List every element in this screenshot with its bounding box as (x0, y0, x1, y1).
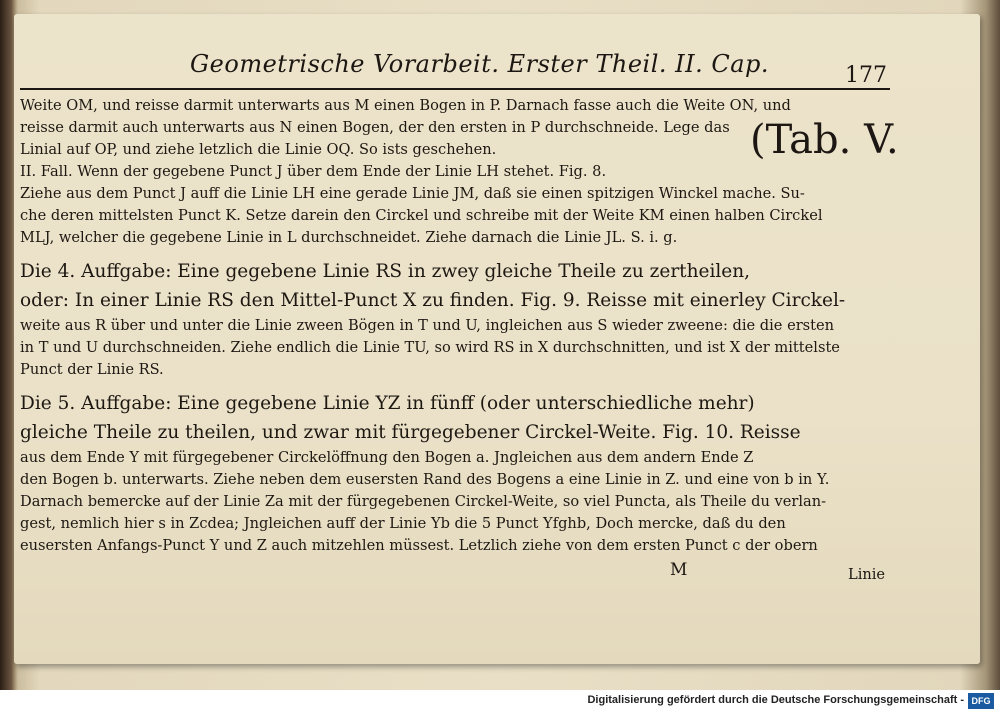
margin-tab-label: (Tab. V. (750, 117, 899, 163)
paragraph-gap (20, 249, 890, 257)
text-line: oder: In einer Linie RS den Mittel-Punct X zu finden. Fig. 9. Reisse mit einerley Circkel- (20, 290, 846, 311)
header-rule (20, 88, 890, 90)
text-line: gest, nemlich hier s in Zcdea; Jngleichen auff der Linie Yb die 5 Punct Yfghb, Doch mercke, daß du den (20, 515, 786, 532)
page-number: 177 (845, 63, 887, 88)
text-line: che deren mittelsten Punct K. Setze darein den Circkel und schreibe mit der Weite KM einen halben Circkel (20, 207, 823, 224)
running-header: Geometrische Vorarbeit. Erster Theil. II. Cap. (190, 50, 770, 78)
paragraph-gap (20, 381, 890, 389)
text-line: in T und U durchschneiden. Ziehe endlich die Linie TU, so wird RS in X durchschnitten, und ist X der mittelste (20, 339, 840, 356)
signature-mark: M (670, 560, 688, 580)
text-line: reisse darmit auch unterwarts aus N einen Bogen, der den ersten in P durchschneide. Lege das (20, 119, 730, 136)
text-line: Punct der Linie RS. (20, 361, 164, 378)
text-line: Darnach bemercke auf der Linie Za mit der fürgegebenen Circkel-Weite, so viel Puncta, als Theile du verlan- (20, 493, 827, 510)
text-line: eusersten Anfangs-Punct Y und Z auch mitzehlen müssest. Letzlich ziehe von dem ersten Punct c der obern (20, 537, 818, 554)
text-line: gleiche Theile zu theilen, und zwar mit fürgegebener Circkel-Weite. Fig. 10. Reisse (20, 422, 801, 443)
text-line: aus dem Ende Y mit fürgegebener Circkelöffnung den Bogen a. Jngleichen aus dem andern Ende Z (20, 449, 754, 466)
text-line: den Bogen b. unterwarts. Ziehe neben dem eusersten Rand des Bogens a eine Linie in Z. und eine von b in Y. (20, 471, 830, 488)
text-line: MLJ, welcher die gegebene Linie in L durchschneidet. Ziehe darnach die Linie JL. S. i. g. (20, 229, 678, 246)
text-line: Die 4. Auffgabe: Eine gegebene Linie RS in zwey gleiche Theile zu zertheilen, (20, 261, 751, 282)
funding-credit: Digitalisierung gefördert durch die Deutsche Forschungsgemeinschaft - (587, 694, 964, 706)
dfg-logo-icon: DFG (968, 693, 994, 709)
text-line: Linial auf OP, und ziehe letzlich die Linie OQ. So ists geschehen. (20, 141, 497, 158)
catchword: Linie (848, 566, 886, 583)
text-line: II. Fall. Wenn der gegebene Punct J über dem Ende der Linie LH stehet. Fig. 8. (20, 163, 607, 180)
text-line: Die 5. Auffgabe: Eine gegebene Linie YZ in fünff (oder unterschiedliche mehr) (20, 393, 755, 414)
text-line: Ziehe aus dem Punct J auff die Linie LH eine gerade Linie JM, daß sie einen spitzigen Winckel mache. Su- (20, 185, 805, 202)
text-line: weite aus R über und unter die Linie zween Bögen in T und U, ingleichen aus S wieder zweene: die die ersten (20, 317, 835, 334)
footer-bar (0, 690, 1000, 713)
text-line: Weite OM, und reisse darmit unterwarts aus M einen Bogen in P. Darnach fasse auch die Weite ON, und (20, 97, 791, 114)
page-body-text (20, 95, 890, 557)
